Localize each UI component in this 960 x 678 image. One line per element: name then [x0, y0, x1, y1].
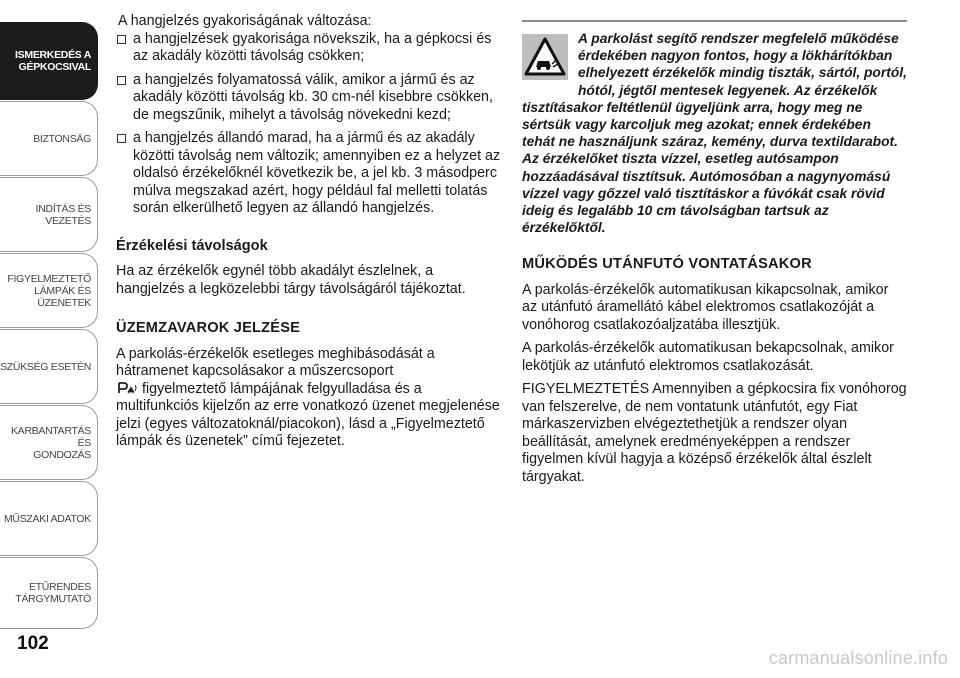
list-item: a hangjelzések gyakorisága növekszik, ha a gépkocsi és az akadály közötti távolság csökken; — [116, 31, 502, 66]
tab-targymutato[interactable]: ETŰRENDES TÁRGYMUTATÓ — [0, 557, 98, 629]
fault-text-2: figyelmeztető lámpájának felgyulladása és a multifunkciós kijelzőn az erre vonatkozó üzenet megjelenése jelzi (egyes változatoknál/piacokon), lásd a „Figyelmeztető lámpák és üzenetek” című fejezetet. — [116, 380, 500, 449]
trailer-heading: MŰKÖDÉS UTÁNFUTÓ VONTATÁSAKOR — [522, 256, 812, 273]
tab-inditas[interactable]: INDÍTÁS ÉS VEZETÉS — [0, 177, 98, 252]
tab-biztonsag[interactable]: BIZTONSÁG — [0, 101, 98, 176]
trailer-paragraph-3: FIGYELMEZTETÉS Amennyiben a gépkocsira fix vonóhorog van felszerelve, de nem vontatunk utánfutót, egy Fiat márkaszervizben elvégeztethetjük a rendszer olyan beállítását, amelynek eredményeképpen a rendszer figyelmen kívül hagyja a középső érzékelők által észlelt tárgyakat. — [522, 381, 907, 485]
fault-text-1: A parkolás-érzékelők esetleges meghibásodását a hátramenet kapcsolásakor a műszercsoport — [116, 345, 435, 379]
warning-box — [522, 30, 907, 236]
tab-ismerkedes[interactable]: ISMERKEDÉS A GÉPKOCSIVAL — [0, 22, 98, 100]
warning-text: A parkolást segítő rendszer megfelelő működése érdekében nagyon fontos, hogy a lökhárítókban elhelyezett érzékelők mindig tiszták, sártól, portól, hótól, jégtől mentesek legyenek. Az érzékelők tisztításakor feltétlenül ügyeljünk arra, hogy meg ne sértsük vagy karcoljuk meg azokat; ennek érdekében tehát ne használjunk száraz, kemény, durva textildarabot. Az érzékelőket tiszta vízzel, esetleg autósampon hozzáadásával tisztítsuk. Autómosóban a nagynyomású vízzel vagy gőzzel való tisztításkor a fúvókát csak rövid ideig és legalább 10 cm távolságban tartsuk az érzékelőktől. — [522, 31, 907, 236]
watermark: carmanualsonline.info — [768, 648, 948, 668]
tab-muszaki[interactable]: MŰSZAKI ADATOK — [0, 481, 98, 556]
tab-szukseg[interactable]: SZÜKSÉG ESETÉN — [0, 329, 98, 404]
page-number: 102 — [17, 633, 49, 654]
fault-heading: ÜZEMZAVAROK JELZÉSE — [116, 320, 301, 336]
sensing-text: Ha az érzékelők egynél több akadályt észlelnek, a hangjelzés a legközelebbi tárgy távolságáról tájékoztat. — [116, 263, 466, 297]
warning-triangle-icon — [522, 34, 568, 80]
list-item: a hangjelzés folyamatossá válik, amikor a jármű és az akadály közötti távolság kb. 30 cm-nél kisebbre csökken, de megszűnik, mihelyt a távolság növekedni kezd; — [116, 72, 502, 125]
left-column — [116, 13, 502, 457]
frequency-intro: A hangjelzés gyakoriságának változása: — [118, 13, 372, 29]
trailer-paragraph-1: A parkolás-érzékelők automatikusan kikapcsolnak, amikor az utánfutó áramellátó kábel elektromos csatlakozóját a vonóhorog csatlakozóaljzatába illesztjük. — [522, 281, 889, 333]
chapter-sidebar — [0, 0, 100, 678]
warning-rule — [522, 20, 907, 22]
tab-karbantartas[interactable]: KARBANTARTÁS ÉS GONDOZÁS — [0, 405, 98, 480]
frequency-list — [116, 31, 502, 218]
fault-text — [116, 346, 502, 451]
list-item: a hangjelzés állandó marad, ha a jármű és az akadály közötti távolság nem változik; amennyiben ez a helyzet az oldalsó érzékelőknél következik be, a jel kb. 3 másodperc múlva megszakad azért, hogy például fal melletti tolatás során elkerülhető legyen az állandó hangjelzés. — [116, 130, 502, 218]
sensing-heading: Érzékelési távolságok — [116, 237, 268, 254]
trailer-paragraph-2: A parkolás-érzékelők automatikusan bekapcsolnak, amikor lekötjük az utánfutó elektromos csatlakozását. — [522, 340, 894, 374]
right-column — [522, 20, 907, 492]
tab-figyelmezteto[interactable]: FIGYELMEZTETŐ LÁMPÁK ÉS ÜZENETEK — [0, 253, 98, 328]
parking-sensor-warning-icon — [116, 381, 138, 395]
